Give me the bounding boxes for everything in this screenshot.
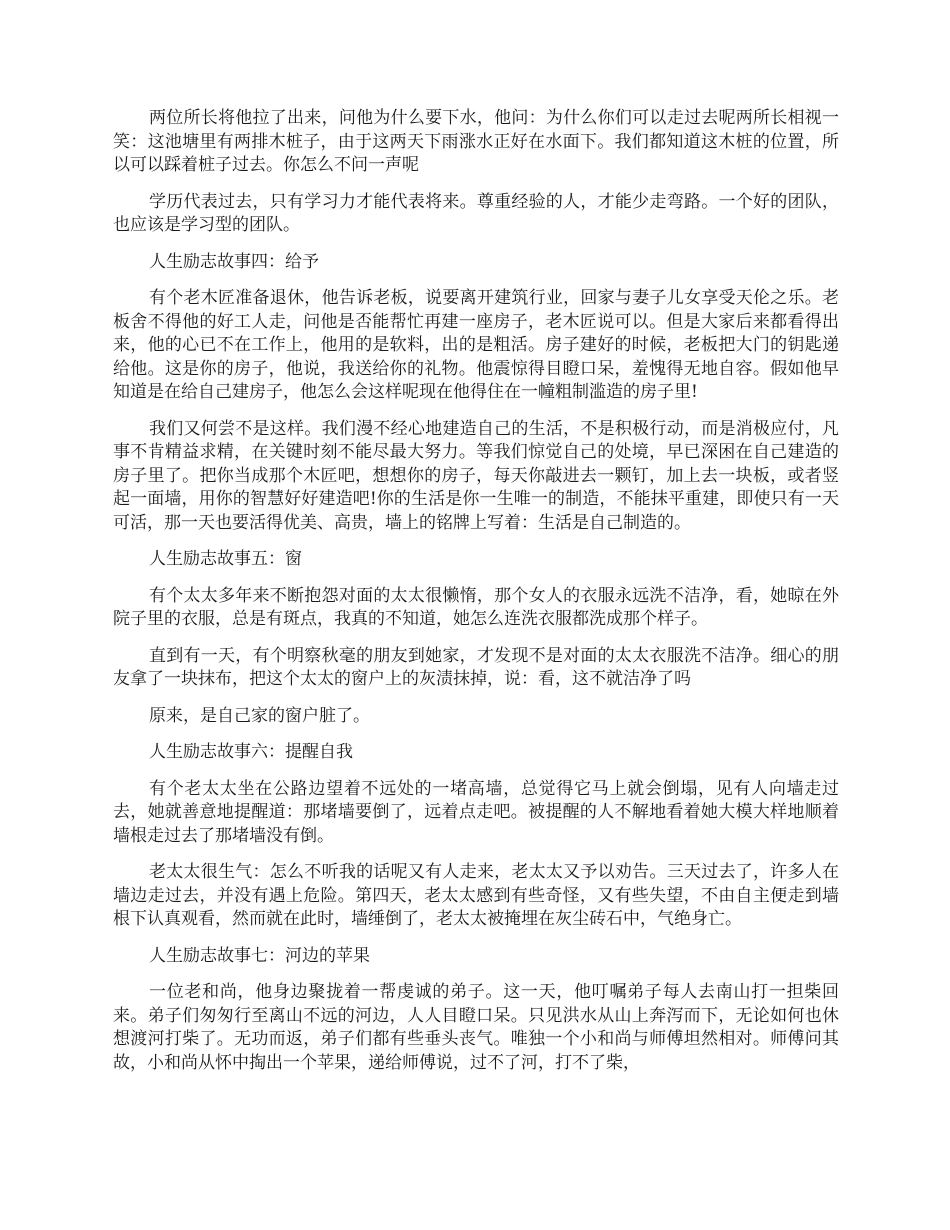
section-heading: 人生励志故事四：给予 bbox=[149, 251, 319, 272]
section-heading: 人生励志故事五：窗 bbox=[149, 549, 302, 569]
section-heading: 人生励志故事六：提醒自我 bbox=[149, 742, 353, 762]
paragraph: 直到有一天，有个明察秋毫的朋友到她家，才发现不是对面的太太衣服洗不洁净。细心的朋友拿了一块抹布，把这个太太的窗户上的灰渍抹掉，说：看，这不就洁净了吗 bbox=[113, 645, 839, 689]
paragraph: 有个老太太坐在公路边望着不远处的一堵高墙，总觉得它马上就会倒塌，见有人向墙走过去，她就善意地提醒道：那堵墙要倒了，远着点走吧。被提醒的人不解地看着她大模大样地顺着墙根走过去了那堵墙没有倒。 bbox=[113, 778, 839, 846]
paragraph: 原来，是自己家的窗户脏了。 bbox=[149, 705, 370, 726]
paragraph: 老太太很生气：怎么不听我的话呢又有人走来，老太太又予以劝告。三天过去了，许多人在墙边走过去，并没有遇上危险。第四天，老太太感到有些奇怪，又有些失望，不由自主便走到墙根下认真观看，然而就在此时，墙缍倒了，老太太被掩埋在灰尘砖石中，气绝身亡。 bbox=[113, 862, 839, 929]
paragraph: 学历代表过去，只有学习力才能代表将来。尊重经验的人，才能少走弯路。一个好的团队，也应该是学习型的团队。 bbox=[113, 191, 839, 235]
paragraph: 有个太太多年来不断抱怨对面的太太很懒惰，那个女人的衣服永远洗不洁净，看，她晾在外院子里的衣服，总是有斑点，我真的不知道，她怎么连洗衣服都洗成那个样子。 bbox=[113, 585, 839, 629]
section-heading: 人生励志故事七：河边的苹果 bbox=[149, 945, 370, 966]
paragraph: 一位老和尚，他身边聚拢着一帮虔诚的弟子。这一天，他叮嘱弟子每人去南山打一担柴回来。弟子们匆匆行至离山不远的河边，人人目瞪口呆。只见洪水从山上奔泻而下，无论如何也休想渡河打柴了。无功而返，弟子们都有些垂头丧气。唯独一个小和尚与师傅坦然相对。师傅问其故，小和尚从怀中掏出一个苹果，递给师傅说，过不了河，打不了柴， bbox=[113, 982, 839, 1073]
document-page bbox=[113, 107, 839, 1088]
paragraph: 我们又何尝不是这样。我们漫不经心地建造自己的生活，不是积极行动，而是消极应付，凡事不肯精益求精，在关键时刻不能尽最大努力。等我们惊觉自己的处境，早已深困在自己建造的房子里了。把你当成那个木匠吧，想想你的房子，每天你敲进去一颗钉，加上去一块板，或者竖起一面墙，用你的智慧好好建造吧!你的生活是你一生唯一的制造，不能抹平重建，即使只有一天可活，那一天也要活得优美、高贵，墙上的铭牌上写着：生活是自己制造的。 bbox=[113, 418, 839, 533]
paragraph: 有个老木匠准备退休，他告诉老板，说要离开建筑行业，回家与妻子儿女享受天伦之乐。老板舍不得他的好工人走，问他是否能帮忙再建一座房子，老木匠说可以。但是大家后来都看得出来，他的心已不在工作上，他用的是软料，出的是粗活。房子建好的时候，老板把大门的钥匙递给他。这是你的房子，他说，我送给你的礼物。他震惊得目瞪口呆，羞愧得无地自容。假如他早知道是在给自己建房子，他怎么会这样呢现在他得住在一幢粗制滥造的房子里! bbox=[113, 288, 839, 402]
paragraph: 两位所长将他拉了出来，问他为什么要下水，他问：为什么你们可以走过去呢两所长相视一笑：这池塘里有两排木桩子，由于这两天下雨涨水正好在水面下。我们都知道这木桩的位置，所以可以踩着桩子过去。你怎么不问一声呢 bbox=[113, 108, 839, 175]
